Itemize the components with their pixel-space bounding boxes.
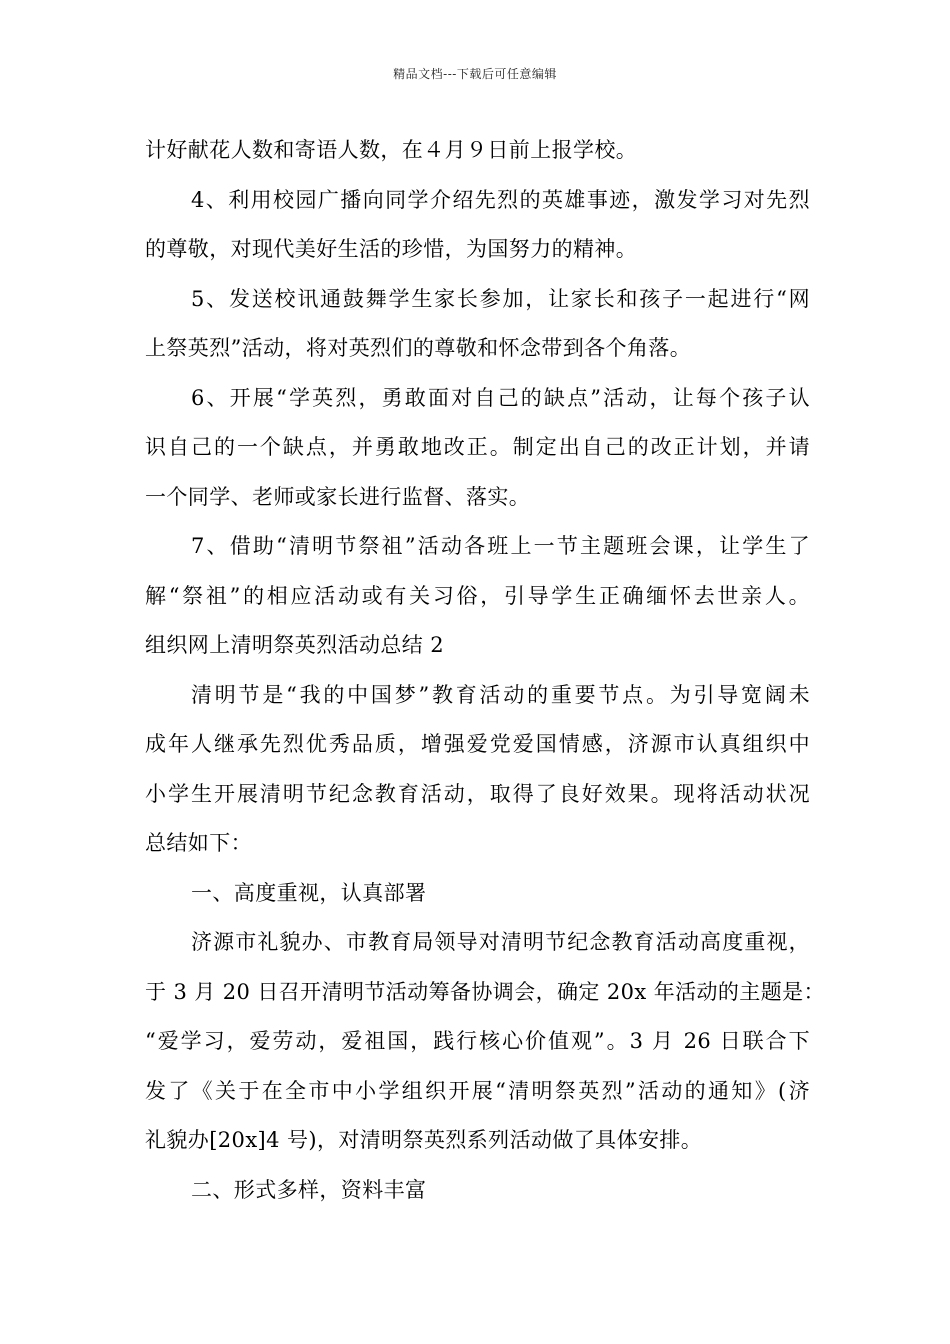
list-item-5-line-1: 5、发送校讯通鼓舞学生家长参加，让家长和孩子一起进行“网: [191, 286, 810, 311]
paragraph-line: 成年人继承先烈优秀品质，增强爱党爱国情感，济源市认真组织中: [145, 732, 810, 756]
paragraph-line: “爱学习，爱劳动，爱祖国，践行核心价值观”。3 月 26 日联合下: [145, 1029, 810, 1053]
text-line: 计好献花人数和寄语人数，在４月９日前上报学校。: [145, 138, 638, 162]
document-body: [145, 132, 825, 1221]
list-item-7-line-1: 7、借助“清明节祭祖”活动各班上一节主题班会课，让学生了: [191, 534, 810, 558]
paragraph-line: 总结如下：: [145, 831, 252, 855]
paragraph-line: 小学生开展清明节纪念教育活动，取得了良好效果。现将活动状况: [145, 781, 810, 806]
paragraph-line: 礼貌办[20x]4 号)，对清明祭英烈系列活动做了具体安排。: [145, 1128, 703, 1152]
page-header: 精品文档---下载后可任意编辑: [393, 67, 557, 81]
section-heading: 组织网上清明祭英烈活动总结 2: [145, 633, 445, 657]
paragraph-line: 清明节是“我的中国梦”教育活动的重要节点。为引导宽阔未: [191, 682, 810, 707]
list-item-4-line-1: 4、利用校园广播向同学介绍先烈的英雄事迹，激发学习对先烈: [191, 187, 810, 212]
list-item-6-line-1: 6、开展“学英烈，勇敢面对自己的缺点”活动，让每个孩子认: [191, 385, 810, 410]
paragraph-line: 于 3 月 20 日召开清明节活动筹备协调会，确定 20x 年活动的主题是：: [145, 979, 825, 1004]
list-item-5-line-2: 上祭英烈”活动，将对英烈们的尊敬和怀念带到各个角落。: [145, 336, 692, 360]
list-item-6-line-2: 识自己的一个缺点，并勇敢地改正。制定出自己的改正计划，并请: [145, 435, 810, 459]
list-item-4-line-2: 的尊敬，对现代美好生活的珍惜，为国努力的精神。: [145, 237, 638, 261]
paragraph-line: 发了《关于在全市中小学组织开展“清明祭英烈”活动的通知》(济: [145, 1078, 810, 1103]
paragraph-line: 济源市礼貌办、市教育局领导对清明节纪念教育活动高度重视，: [191, 930, 810, 954]
list-item-7-line-2: 解“祭祖”的相应活动或有关习俗，引导学生正确缅怀去世亲人。: [145, 583, 810, 608]
list-item-6-line-3: 一个同学、老师或家长进行监督、落实。: [145, 484, 531, 509]
subheading-2: 二、形式多样，资料丰富: [191, 1177, 427, 1202]
subheading-1: 一、高度重视，认真部署: [191, 880, 427, 905]
